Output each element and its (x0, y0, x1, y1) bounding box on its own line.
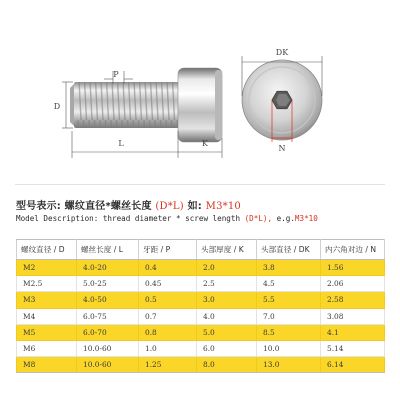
table-cell: M8 (17, 357, 77, 373)
table-cell: 0.8 (139, 324, 197, 340)
header-head-thickness: 头部厚度 / K (197, 240, 257, 260)
length-dimension (72, 131, 178, 158)
table-cell: 3.08 (321, 308, 385, 324)
table-cell: 4.0-50 (77, 292, 139, 308)
header-screw-length: 螺丝长度 / L (77, 240, 139, 260)
header-thread-diameter: 螺纹直径 / D (17, 240, 77, 260)
table-row (17, 260, 385, 276)
table-cell: 0.45 (139, 276, 197, 292)
table-cell: M2 (17, 260, 77, 276)
table-row (17, 324, 385, 340)
header-pitch: 牙距 / P (139, 240, 197, 260)
table-cell: 6.0-75 (77, 308, 139, 324)
table-cell: 5.0-25 (77, 276, 139, 292)
table-cell: 0.4 (139, 260, 197, 276)
table-row (17, 276, 385, 292)
model-en-example: M3*10 (294, 214, 318, 223)
header-hex-across-flats: 内六角对边 / N (321, 240, 385, 260)
table-cell: 5.0 (197, 324, 257, 340)
table-cell: 2.5 (197, 276, 257, 292)
table-cell: 8.0 (197, 357, 257, 373)
table-row (17, 292, 385, 308)
table-cell: 2.58 (321, 292, 385, 308)
table-cell: 3.8 (257, 260, 321, 276)
table-cell: M3 (17, 292, 77, 308)
table-cell: 6.0 (197, 340, 257, 356)
table-cell: 5.5 (257, 292, 321, 308)
table-cell: M4 (17, 308, 77, 324)
table-cell: 4.5 (257, 276, 321, 292)
hex-socket-label: N (278, 144, 286, 153)
table-cell: 10.0-60 (77, 340, 139, 356)
table-cell: 4.0 (197, 308, 257, 324)
screw-dimension-diagram (0, 0, 400, 185)
table-row (17, 340, 385, 356)
model-description-en (16, 214, 318, 223)
table-cell: 10.0 (257, 340, 321, 356)
diameter-label: D (53, 102, 61, 111)
header-head-diameter: 头部直径 / DK (257, 240, 321, 260)
table-row (17, 308, 385, 324)
table-cell: 3.0 (197, 292, 257, 308)
section-divider (15, 184, 385, 185)
table-cell: 2.06 (321, 276, 385, 292)
screw-side-view (70, 68, 222, 142)
head-diameter-label: DK (275, 48, 289, 57)
model-en-prefix: Model Description: thread diameter * screw length (16, 214, 241, 223)
head-height-label: K (202, 139, 208, 148)
table-cell: 5.14 (321, 340, 385, 356)
table-cell: 0.5 (139, 292, 197, 308)
table-cell: 6.14 (321, 357, 385, 373)
length-label: L (118, 139, 124, 148)
table-cell: 6.0-70 (77, 324, 139, 340)
model-cn-example-label: 如: (187, 201, 202, 212)
table-cell: 1.25 (139, 357, 197, 373)
table-cell: 1.56 (321, 260, 385, 276)
table-cell: M5 (17, 324, 77, 340)
spec-table (16, 239, 385, 373)
table-cell: 4.0-20 (77, 260, 139, 276)
table-header-row (17, 240, 385, 260)
table-cell: 4.1 (321, 324, 385, 340)
table-cell: 1.0 (139, 340, 197, 356)
table-cell: M2.5 (17, 276, 77, 292)
table-cell: 13.0 (257, 357, 321, 373)
model-cn-example: M3*10 (205, 201, 241, 212)
model-cn-prefix: 型号表示: 螺纹直径*螺丝长度 (16, 201, 152, 212)
model-description-cn (16, 197, 241, 212)
table-cell: 2.0 (197, 260, 257, 276)
table-cell: M6 (17, 340, 77, 356)
table-cell: 0.7 (139, 308, 197, 324)
table-cell: 7.0 (257, 308, 321, 324)
screw-top-view (242, 60, 322, 140)
table-cell: 8.5 (257, 324, 321, 340)
pitch-label: P (113, 70, 119, 79)
table-cell: 10.0-60 (77, 357, 139, 373)
model-en-formula: (D*L), (244, 214, 273, 223)
model-en-example-label: e.g. (276, 214, 295, 223)
table-row (17, 357, 385, 373)
model-cn-formula: (D*L) (155, 201, 184, 212)
